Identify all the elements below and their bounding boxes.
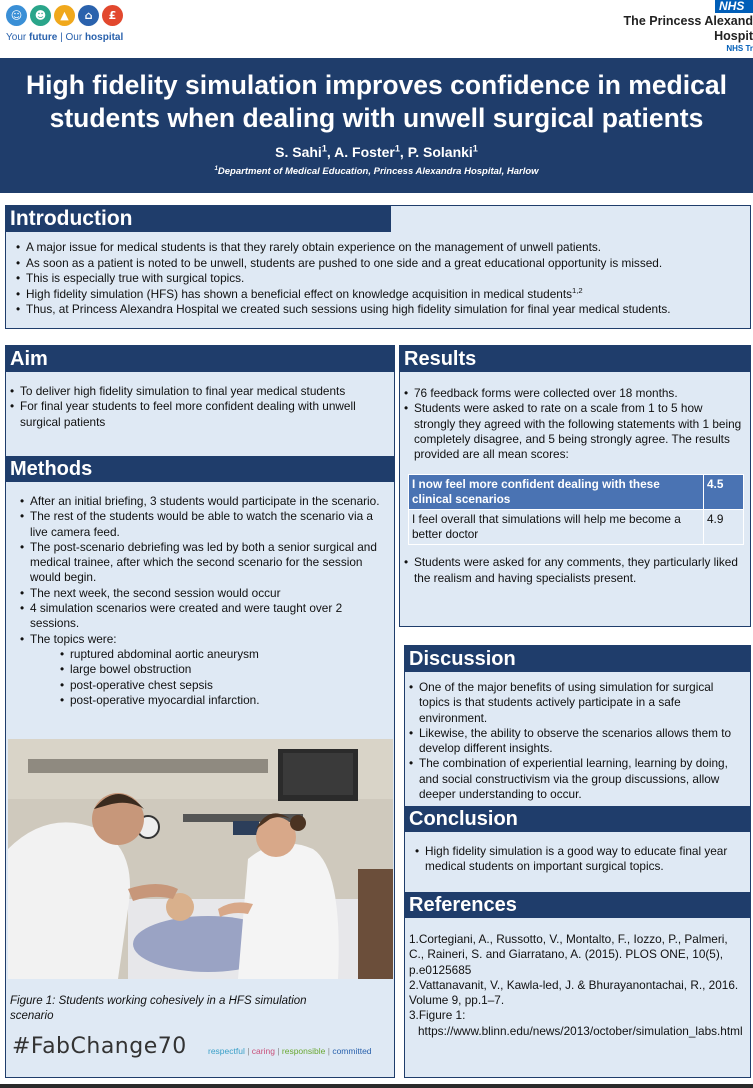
topic-item: • ruptured abdominal aortic aneurysm: [60, 647, 390, 662]
branding-bar: [0, 0, 753, 58]
affiliation-sup: 1: [214, 164, 218, 172]
pound-icon: £: [102, 5, 123, 26]
table-row: [409, 510, 744, 545]
list-item: • The post-scenario debriefing was led by both a senior surgical and medical trainee, after which the second scenario for the session would begin.: [20, 540, 390, 586]
statement-cell: I feel overall that simulations will help me become a better doctor: [409, 510, 704, 545]
statement-cell: I now feel more confident dealing with these clinical scenarios: [409, 475, 704, 510]
tagline-separator: | Our: [57, 32, 85, 43]
introduction-heading: Introduction: [6, 206, 391, 232]
score-cell: 4.5: [704, 475, 744, 510]
discussion-heading: Discussion: [405, 646, 750, 672]
list-item: • 4 simulation scenarios were created and were taught over 2 sessions.: [20, 601, 390, 632]
value-separator: |: [244, 1046, 252, 1056]
introduction-section: [5, 205, 751, 329]
list-item: • One of the major benefits of using simulation for surgical topics is that students actively participate in a safe environment.: [409, 680, 744, 726]
topic-item: • post-operative chest sepsis: [60, 678, 390, 693]
scores-table: [408, 474, 744, 545]
list-item: [16, 287, 744, 303]
affiliation-text: Department of Medical Education, Princess Alexandra Hospital, Harlow: [217, 166, 539, 177]
list-item: • Likewise, the ability to observe the scenarios allows them to develop different insights.: [409, 726, 744, 757]
trust-name: [624, 14, 753, 54]
aim-list: [6, 372, 394, 454]
group-icon: ☻: [30, 5, 51, 26]
list-item-text: The topics were:: [30, 631, 117, 646]
conclusion-list: [405, 832, 750, 888]
tagline-future: future: [28, 32, 58, 43]
author-sup: 1: [321, 143, 327, 154]
list-item: • Students were asked to rate on a scale from 1 to 5 how strongly they agreed with the following statements with 1 being completely disagree, and 5 being strongly agree. The results provided are all mean scores:: [404, 401, 744, 462]
discussion-list: [405, 672, 750, 806]
reference-item: 2.Vattanavanit, V., Kawla-led, J. & Bhurayanontachai, R., 2016. Volume 9, pp.1–7.: [409, 977, 739, 1008]
topics-list: [60, 647, 390, 708]
list-item: • For final year students to feel more confident dealing with unwell surgical patients: [10, 399, 390, 430]
value-separator: |: [325, 1046, 333, 1056]
value-respectful: respectful: [208, 1046, 245, 1056]
right-column: [404, 645, 751, 1078]
simulation-photo-illustration: [8, 739, 393, 979]
value-caring: caring: [251, 1046, 275, 1056]
list-item: • To deliver high fidelity simulation to final year medical students: [10, 384, 390, 399]
nhs-logo: NHS: [715, 0, 753, 13]
simulation-photo: [8, 739, 393, 979]
list-item: • As soon as a patient is noted to be unwell, students are pushed to one side and a great educational opportunity is missed.: [16, 256, 744, 272]
chart-icon: ▲: [54, 5, 75, 26]
trust-name-line1: The Princess Alexand: [623, 14, 753, 28]
reference-item: 3.Figure 1:: [409, 1008, 466, 1023]
poster-header: [0, 58, 753, 193]
results-comments: [400, 545, 750, 586]
figure-caption: Figure 1: Students working cohesively in a HFS simulation scenario: [10, 995, 307, 1022]
bottom-border: [0, 1084, 753, 1088]
people-icon: ☺: [6, 5, 27, 26]
author-sup: 1: [472, 143, 478, 154]
introduction-list: [6, 232, 750, 318]
tagline-hospital: hospital: [84, 32, 124, 43]
topic-item: • post-operative myocardial infarction.: [60, 693, 390, 708]
conclusion-heading: Conclusion: [405, 806, 750, 832]
topic-item: • large bowel obstruction: [60, 662, 390, 677]
author-name: A. Foster: [334, 144, 395, 160]
trust-icons: [6, 5, 123, 26]
value-committed: committed: [332, 1046, 372, 1056]
author-sup: 1: [394, 143, 400, 154]
trust-values: [208, 1046, 372, 1056]
trust-name-line2: Hospit: [714, 29, 753, 43]
reference-sup: 1,2: [572, 285, 583, 295]
home-icon: ⌂: [78, 5, 99, 26]
poster-title: High fidelity simulation improves confidence in medical students when dealing with unwell surgical patients: [26, 70, 727, 133]
value-responsible: responsible: [281, 1046, 326, 1056]
tagline: [6, 32, 123, 43]
trust-name-line3: NHS Tr: [726, 44, 753, 53]
list-item: [20, 632, 390, 708]
list-item: • A major issue for medical students is that they rarely obtain experience on the management of unwell patients.: [16, 240, 744, 256]
methods-list: [6, 482, 394, 708]
list-item: • The rest of the students would be able to watch the scenario via a live camera feed.: [20, 509, 390, 540]
reference-url: https://www.blinn.edu/news/2013/october/simulation_labs.html: [418, 1023, 743, 1038]
list-item: • The next week, the second session would occur: [20, 586, 390, 601]
list-item: • The combination of experiential learning, learning by doing, and social constructivism via the group discussions, allow deeper understanding to occur.: [409, 756, 744, 802]
tagline-prefix: Your: [6, 32, 29, 43]
list-item: • Thus, at Princess Alexandra Hospital we created such sessions using high fidelity simulation for final year medical students.: [16, 302, 744, 318]
results-heading: Results: [400, 346, 750, 372]
methods-heading: Methods: [6, 456, 394, 482]
value-separator: |: [274, 1046, 282, 1056]
affiliation: [0, 166, 753, 177]
table-row: [409, 475, 744, 510]
references-list: [405, 918, 750, 1039]
author-name: S. Sahi: [275, 144, 322, 160]
score-cell: 4.9: [704, 510, 744, 545]
hashtag: #FabChange70: [12, 1034, 187, 1059]
aim-heading: Aim: [6, 346, 394, 372]
list-item-text: High fidelity simulation (HFS) has shown a beneficial effect on knowledge acquisition in medical students: [26, 286, 573, 301]
reference-item: 1.Cortegiani, A., Russotto, V., Montalto, F., Iozzo, P., Palmeri, C., Raineri, S. and Giarratano, A. (2015). PLOS ONE, 10(5), p.e0125685: [409, 932, 728, 977]
author-name: P. Solanki: [407, 144, 473, 160]
references-heading: References: [405, 892, 750, 918]
results-section: [399, 345, 751, 627]
list-item: • After an initial briefing, 3 students would participate in the scenario.: [20, 494, 390, 509]
list-item: • This is especially true with surgical topics.: [16, 271, 744, 287]
list-item: • High fidelity simulation is a good way to educate final year medical students on important surgical topics.: [415, 844, 744, 875]
results-list: [400, 372, 750, 462]
list-item: • 76 feedback forms were collected over 18 months.: [404, 386, 744, 401]
list-item: • Students were asked for any comments, they particularly liked the realism and having specialists present.: [404, 555, 744, 586]
authors: S. Sahi$^1$, A. Foster$^1$, P. Solanki$^1$: [275, 143, 478, 160]
